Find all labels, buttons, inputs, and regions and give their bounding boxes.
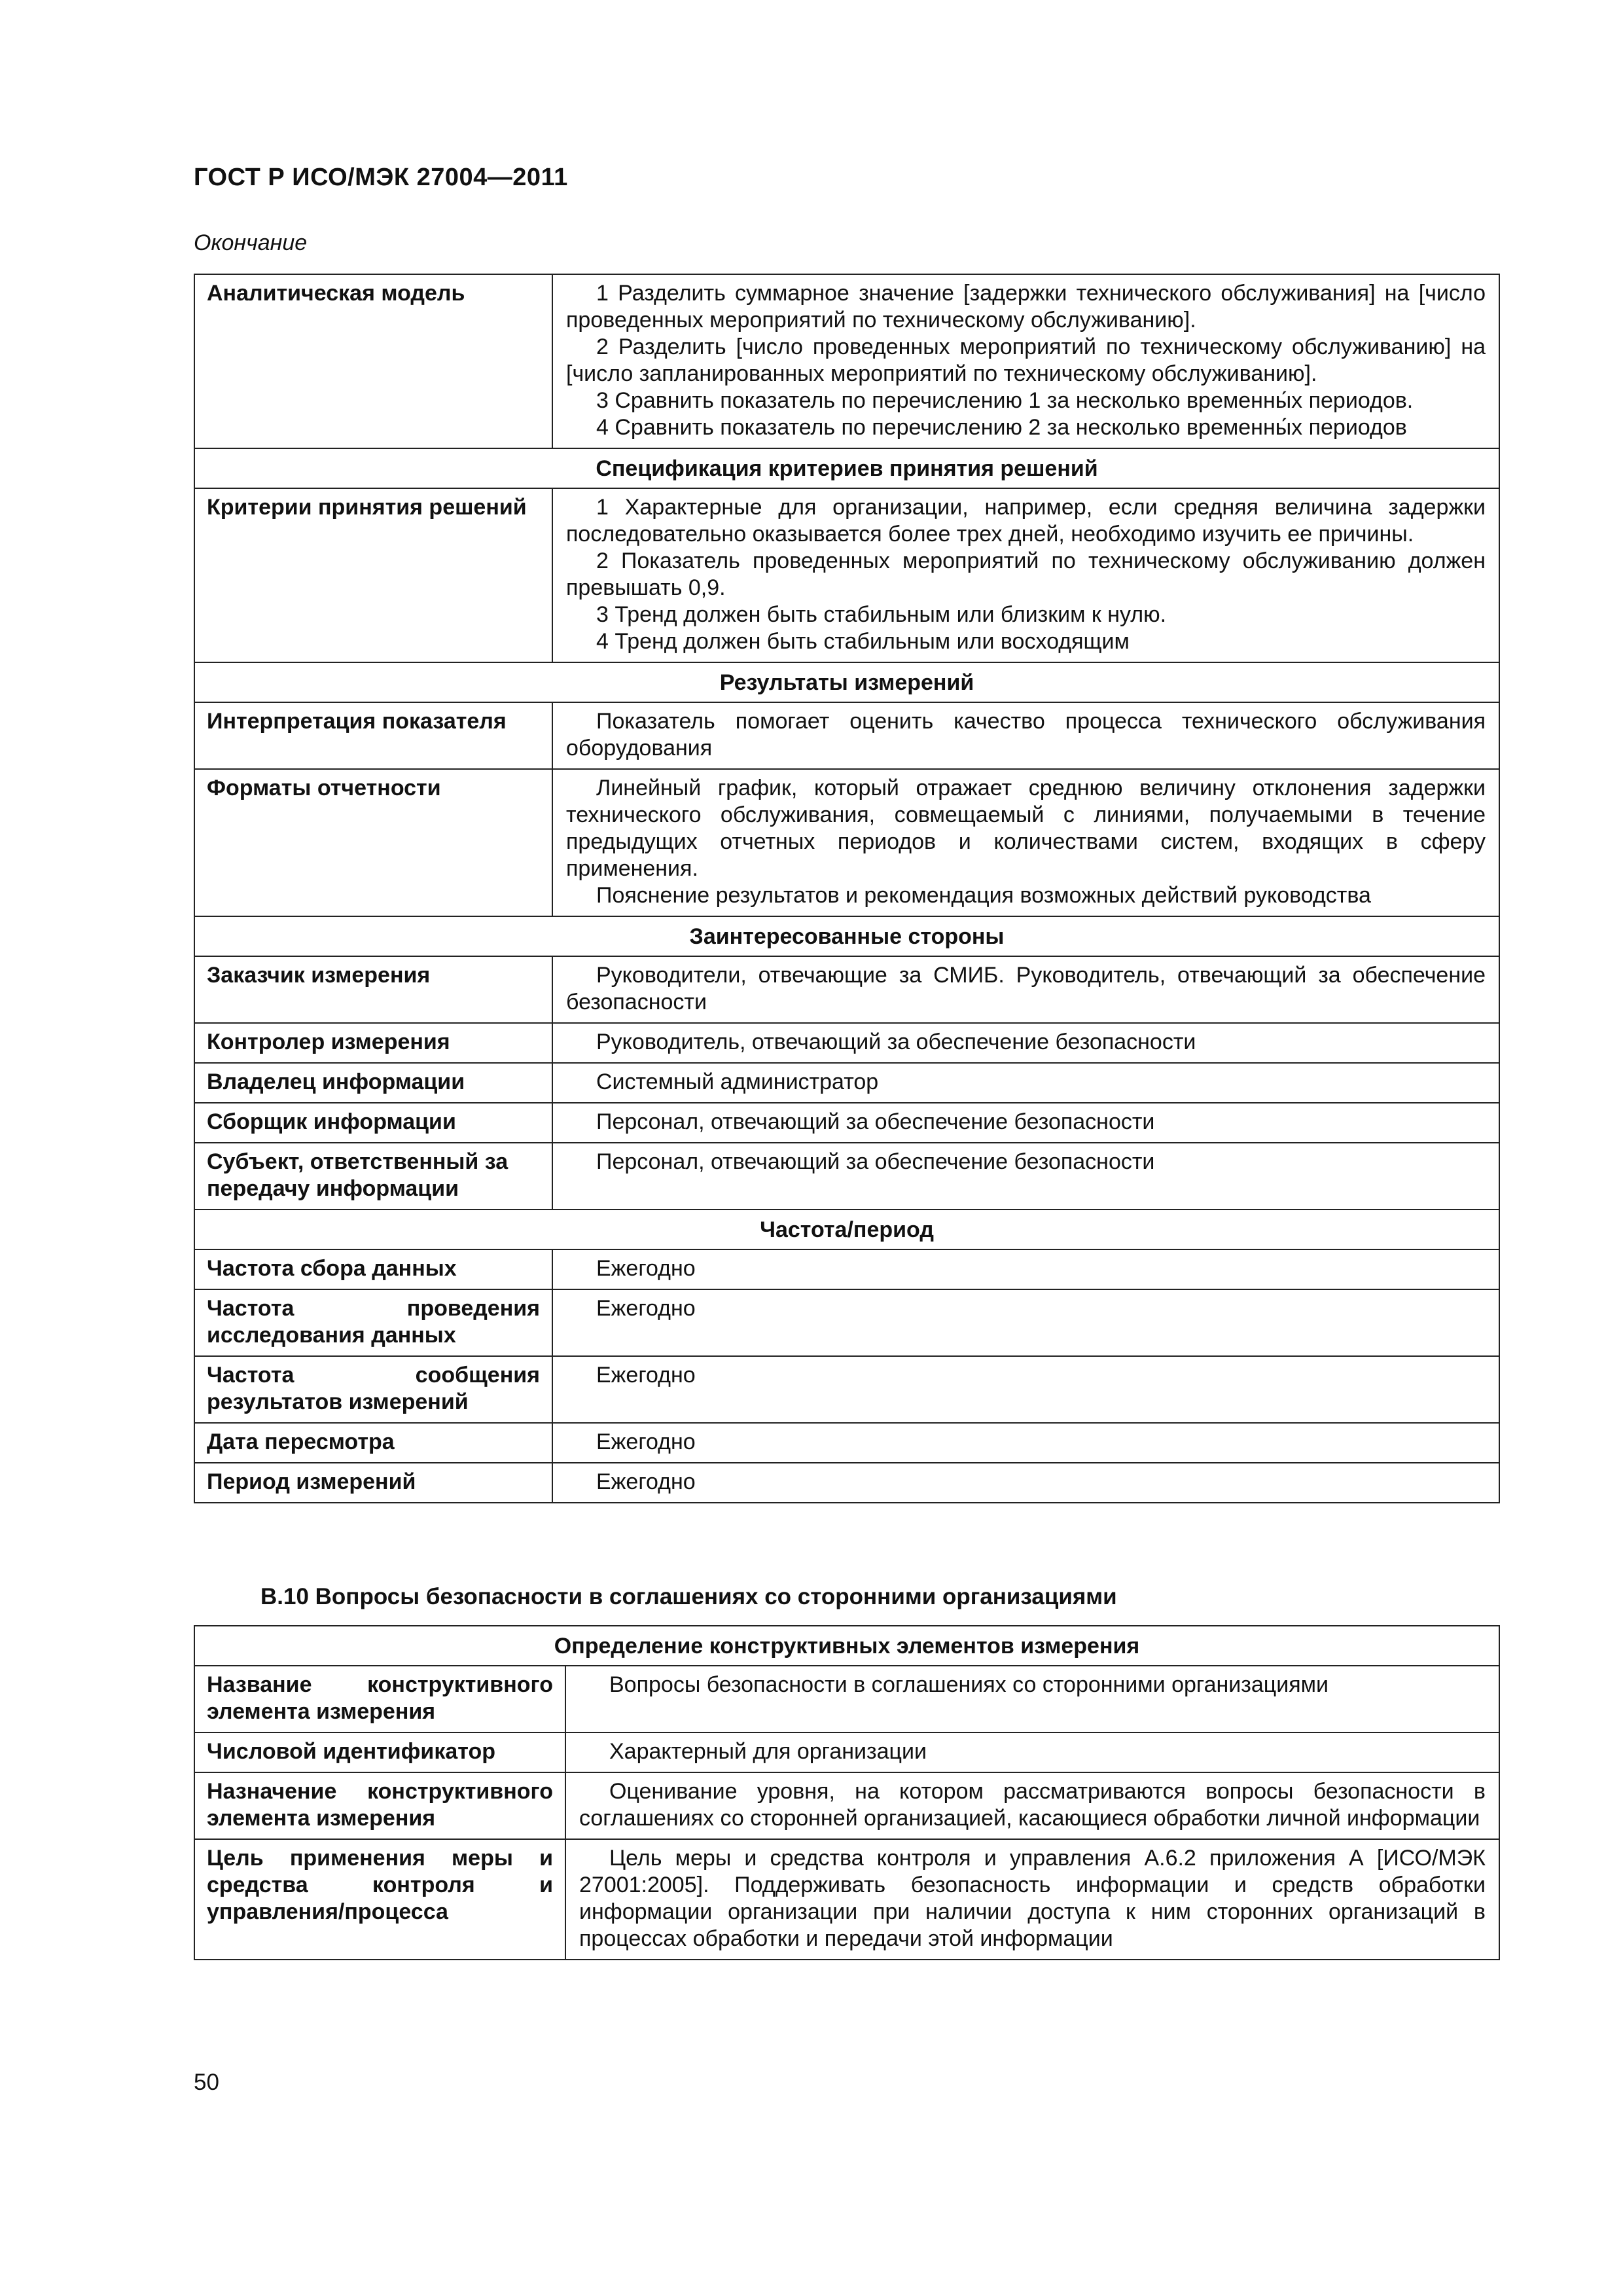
table-row xyxy=(194,488,1499,662)
table-row xyxy=(194,1143,1499,1210)
paragraph: Системный администратор xyxy=(596,1069,879,1094)
row-value xyxy=(552,702,1499,769)
table-row xyxy=(194,1063,1499,1103)
measure-table-continuation xyxy=(194,274,1500,1503)
row-label: Владелец информации xyxy=(194,1063,552,1103)
table-row xyxy=(194,1356,1499,1423)
list-item: 1 Характерные для организации, например, если средняя величина задержки последовательно оказывается более трех дней, необходимо изучить ее причины. xyxy=(566,495,1486,547)
row-label: Форматы отчетности xyxy=(194,769,552,916)
section-header: Результаты измерений xyxy=(194,662,1499,702)
row-value xyxy=(552,1023,1499,1063)
row-value xyxy=(565,1772,1499,1839)
row-value xyxy=(552,1289,1499,1356)
table-row xyxy=(194,1023,1499,1063)
paragraph: Цель меры и средства контроля и управления А.6.2 приложения А [ИСО/МЭК 27001:2005]. Поддерживать безопасность информации и средств обработки информации организации при наличии доступа к ним сторонних организаций в процессах обработки и передачи этой информации xyxy=(579,1846,1486,1951)
row-value xyxy=(552,1423,1499,1463)
section-header: Заинтересованные стороны xyxy=(194,916,1499,956)
row-label: Критерии принятия решений xyxy=(194,488,552,662)
row-value xyxy=(552,1463,1499,1503)
section-heading: В.10 Вопросы безопасности в соглашениях со сторонними организациями xyxy=(260,1584,1117,1609)
row-label: Частота сбора данных xyxy=(194,1249,552,1289)
row-label: Сборщик информации xyxy=(194,1103,552,1143)
row-label: Аналитическая модель xyxy=(194,274,552,448)
document-header: ГОСТ Р ИСО/МЭК 27004—2011 xyxy=(194,164,568,191)
row-value xyxy=(552,769,1499,916)
measure-table-b10 xyxy=(194,1625,1500,1960)
paragraph: Оценивание уровня, на котором рассматриваются вопросы безопасности в соглашениях со сторонней организацией, касающиеся обработки личной информации xyxy=(579,1779,1486,1831)
row-label: Назначение конструктивного элемента измерения xyxy=(194,1772,565,1839)
row-label: Заказчик измерения xyxy=(194,956,552,1023)
paragraph: Ежегодно xyxy=(596,1256,696,1281)
row-label: Субъект, ответственный за передачу информации xyxy=(194,1143,552,1210)
table-row xyxy=(194,1732,1499,1772)
section-header-row xyxy=(194,448,1499,488)
row-label: Цель применения меры и средства контроля и управления/процесса xyxy=(194,1839,565,1960)
paragraph: Ежегодно xyxy=(596,1469,696,1494)
row-value xyxy=(565,1839,1499,1960)
paragraph: Пояснение результатов и рекомендация возможных действий руководства xyxy=(596,883,1371,908)
section-header: Определение конструктивных элементов измерения xyxy=(194,1626,1499,1666)
section-header-row xyxy=(194,1626,1499,1666)
paragraph: Характерный для организации xyxy=(609,1739,927,1764)
row-value xyxy=(552,956,1499,1023)
row-value xyxy=(552,1143,1499,1210)
table-row xyxy=(194,1666,1499,1732)
list-item: 3 Сравнить показатель по перечислению 1 за несколько временны́х периодов. xyxy=(596,388,1414,413)
row-label: Частота проведения исследования данных xyxy=(194,1289,552,1356)
table-row xyxy=(194,1249,1499,1289)
paragraph: Руководители, отвечающие за СМИБ. Руководитель, отвечающий за обеспечение безопасности xyxy=(566,963,1486,1014)
section-header: Частота/период xyxy=(194,1210,1499,1249)
list-item: 2 Показатель проведенных мероприятий по техническому обслуживанию должен превышать 0,9. xyxy=(566,548,1486,600)
list-item: 4 Тренд должен быть стабильным или восходящим xyxy=(596,629,1130,654)
section-header-row xyxy=(194,662,1499,702)
row-value xyxy=(565,1732,1499,1772)
row-value xyxy=(552,1103,1499,1143)
table-row xyxy=(194,956,1499,1023)
continuation-label: Окончание xyxy=(194,230,308,255)
paragraph: Вопросы безопасности в соглашениях со сторонними организациями xyxy=(609,1672,1329,1697)
table-row xyxy=(194,769,1499,916)
row-value xyxy=(552,1249,1499,1289)
table-row xyxy=(194,1772,1499,1839)
list-item: 1 Разделить суммарное значение [задержки технического обслуживания] на [число проведенных мероприятий по техническому обслуживанию]. xyxy=(566,281,1486,332)
table-row xyxy=(194,1463,1499,1503)
row-label: Период измерений xyxy=(194,1463,552,1503)
table-row xyxy=(194,1423,1499,1463)
section-header-row xyxy=(194,916,1499,956)
section-header-row xyxy=(194,1210,1499,1249)
list-item: 3 Тренд должен быть стабильным или близким к нулю. xyxy=(596,602,1167,627)
criteria-value xyxy=(552,488,1499,662)
row-label: Контролер измерения xyxy=(194,1023,552,1063)
analytic-model-value xyxy=(552,274,1499,448)
paragraph: Показатель помогает оценить качество процесса технического обслуживания оборудования xyxy=(566,709,1486,761)
row-label: Название конструктивного элемента измерения xyxy=(194,1666,565,1732)
row-value xyxy=(552,1356,1499,1423)
row-label: Частота сообщения результатов измерений xyxy=(194,1356,552,1423)
row-label: Дата пересмотра xyxy=(194,1423,552,1463)
section-header: Спецификация критериев принятия решений xyxy=(194,448,1499,488)
row-value xyxy=(565,1666,1499,1732)
paragraph: Ежегодно xyxy=(596,1429,696,1454)
table-row xyxy=(194,1103,1499,1143)
table-row xyxy=(194,274,1499,448)
paragraph: Персонал, отвечающий за обеспечение безопасности xyxy=(596,1109,1155,1134)
list-item: 4 Сравнить показатель по перечислению 2 за несколько временны́х периодов xyxy=(596,415,1407,440)
table-row xyxy=(194,1289,1499,1356)
row-label: Интерпретация показателя xyxy=(194,702,552,769)
page-number: 50 xyxy=(194,2070,219,2095)
paragraph: Ежегодно xyxy=(596,1296,696,1321)
paragraph: Линейный график, который отражает среднюю величину отклонения задержки технического обслуживания, совмещаемый с линиями, получаемыми в течение предыдущих отчетных периодов и количествами систем, входящих в сферу применения. xyxy=(566,776,1486,881)
paragraph: Персонал, отвечающий за обеспечение безопасности xyxy=(596,1149,1155,1174)
paragraph: Руководитель, отвечающий за обеспечение безопасности xyxy=(596,1030,1196,1054)
row-label: Числовой идентификатор xyxy=(194,1732,565,1772)
table-row xyxy=(194,702,1499,769)
list-item: 2 Разделить [число проведенных мероприятий по техническому обслуживанию] на [число запланированных мероприятий по техническому обслуживанию]. xyxy=(566,334,1486,386)
table-row xyxy=(194,1839,1499,1960)
paragraph: Ежегодно xyxy=(596,1363,696,1388)
row-value xyxy=(552,1063,1499,1103)
